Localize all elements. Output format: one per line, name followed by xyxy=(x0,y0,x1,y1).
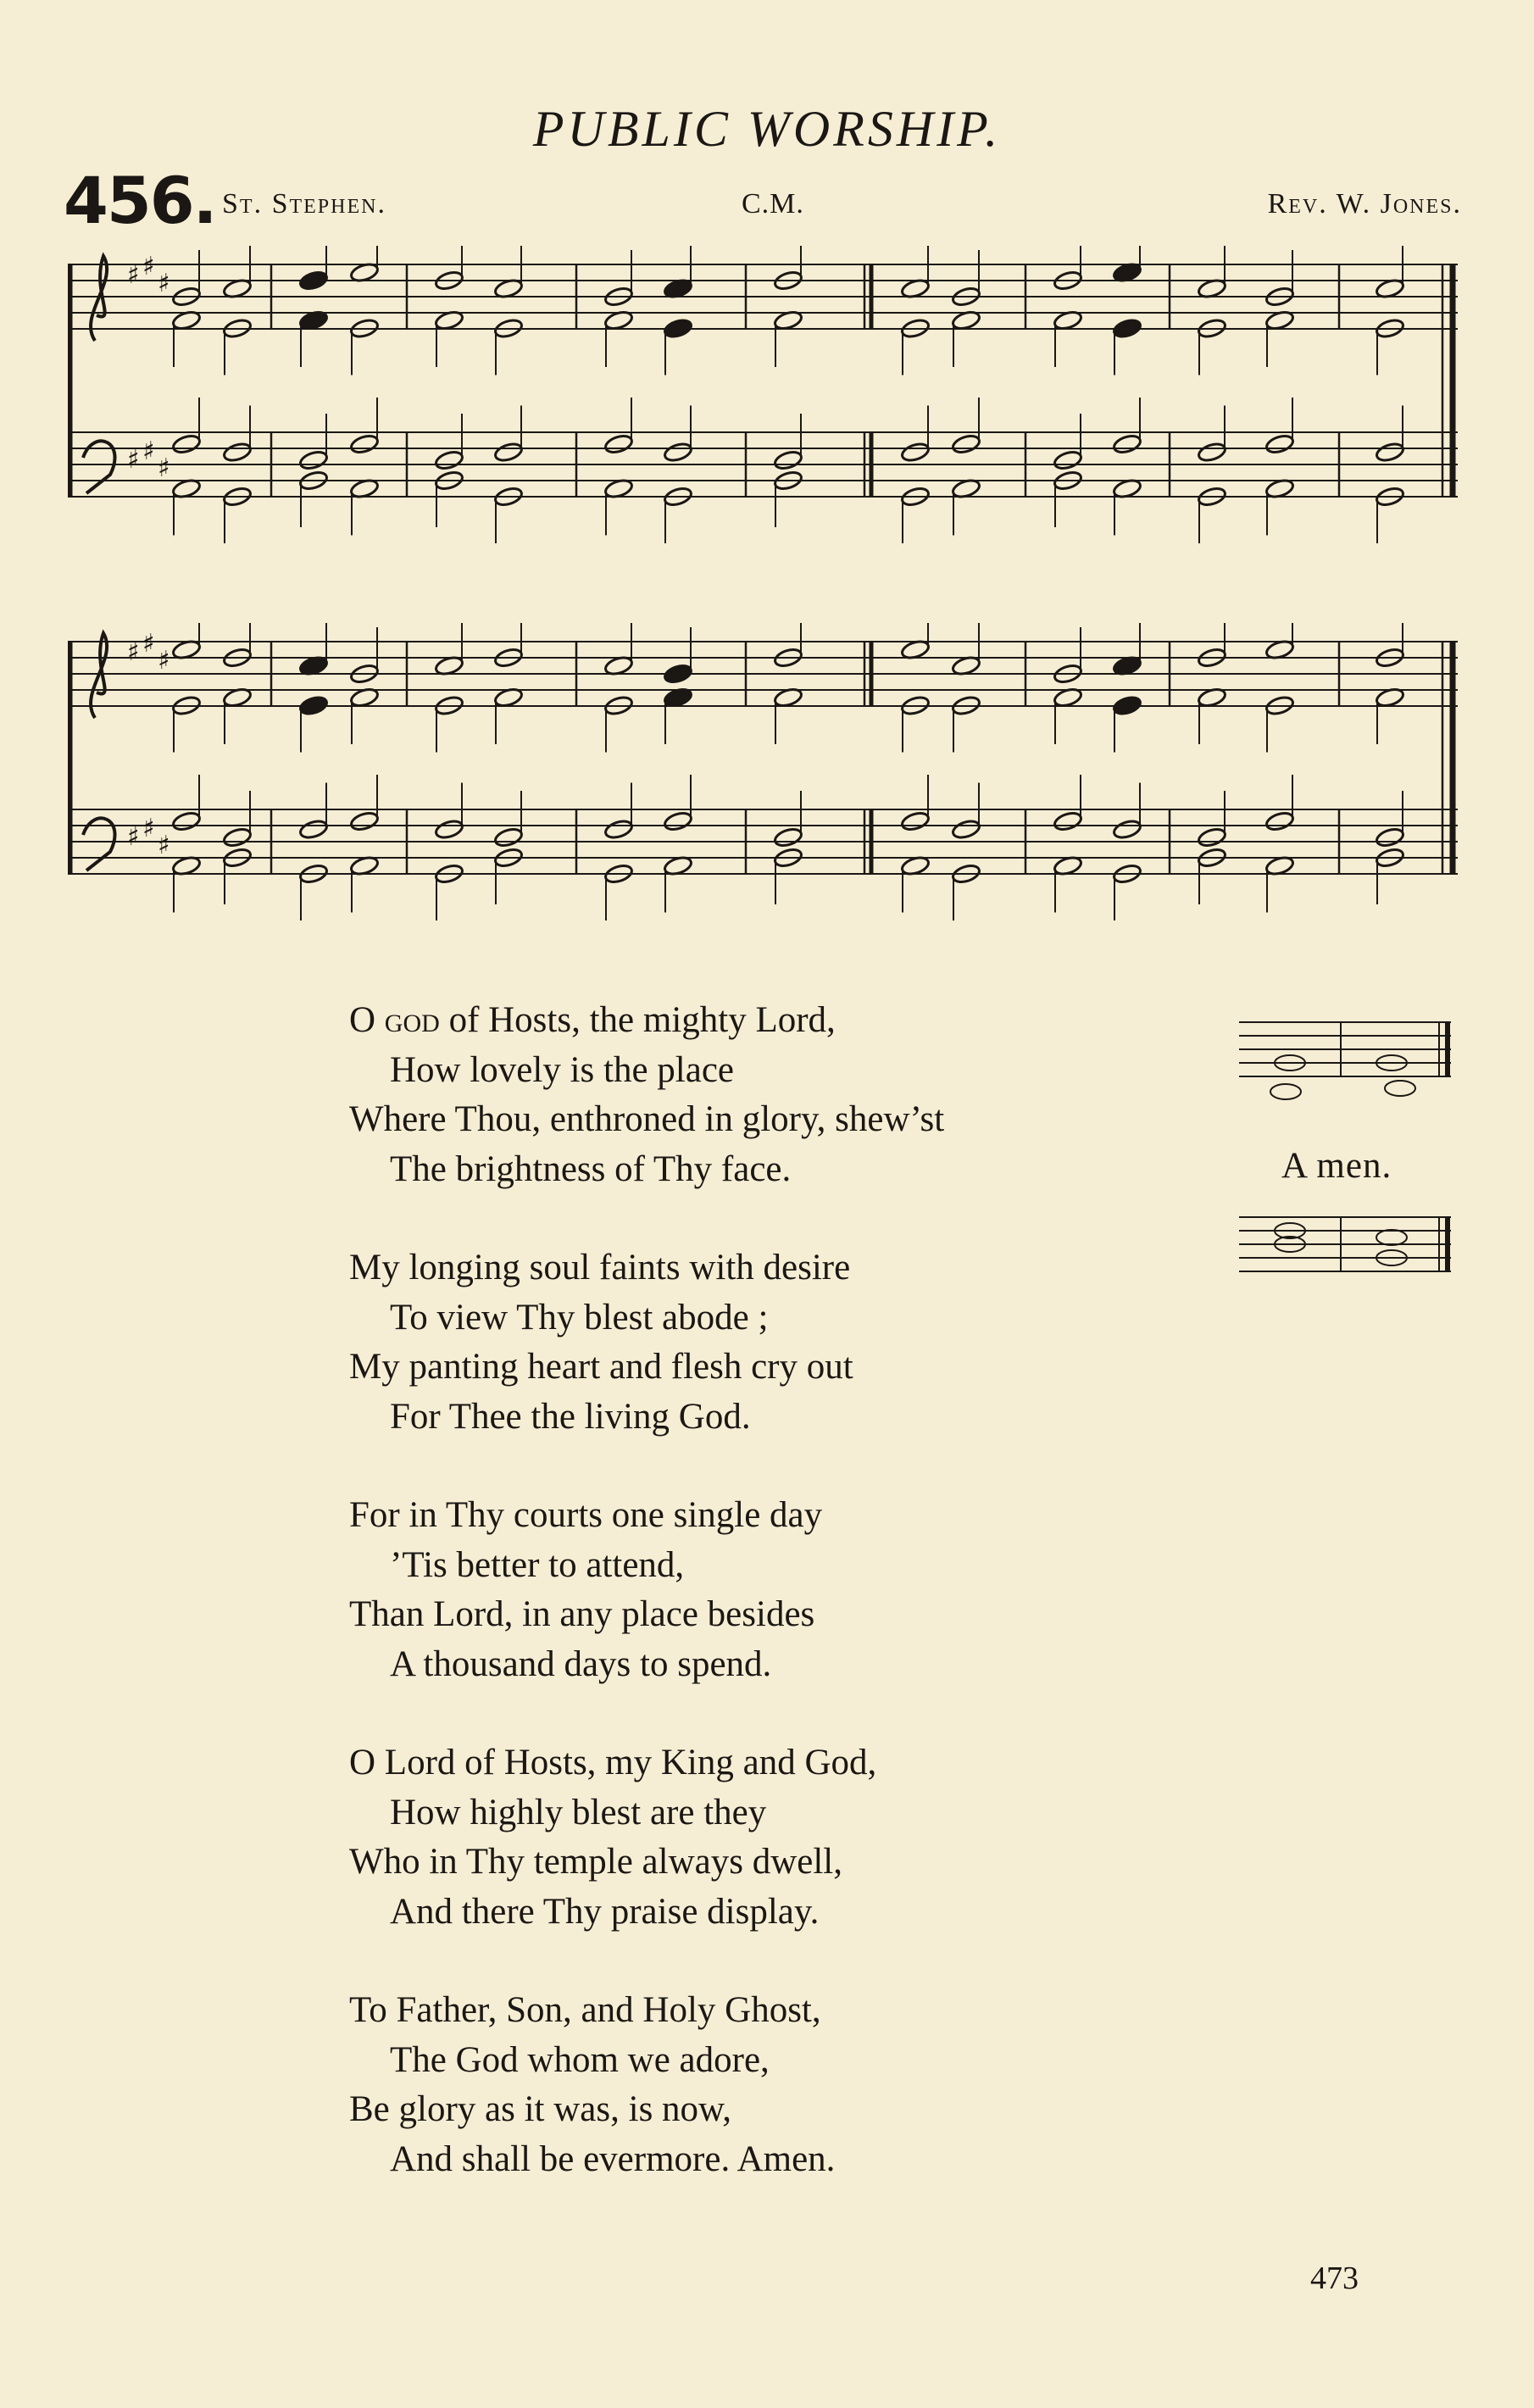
svg-text:♯: ♯ xyxy=(127,260,140,290)
stanza xyxy=(349,1738,1112,1937)
verse-line: And shall be evermore. Amen. xyxy=(390,2138,836,2179)
svg-text:♯: ♯ xyxy=(127,822,140,852)
verse-line: For Thee the living God. xyxy=(390,1396,751,1437)
verse-line: A thousand days to spend. xyxy=(390,1643,772,1684)
verse-line: To Father, Son, and Holy Ghost, xyxy=(349,1990,821,2030)
svg-text:♯: ♯ xyxy=(127,637,140,667)
verse-line: O god of Hosts, the mighty Lord, xyxy=(349,1000,836,1040)
verse-line: O Lord of Hosts, my King and God, xyxy=(349,1743,877,1782)
svg-text:♯: ♯ xyxy=(142,814,155,843)
svg-text:♯: ♯ xyxy=(142,437,155,466)
verse-line: ’Tis better to attend, xyxy=(390,1544,685,1585)
page-number: 473 xyxy=(1310,2261,1359,2296)
composer: Rev. W. Jones. xyxy=(1267,188,1462,220)
hymn-number: 456. xyxy=(64,163,216,238)
amen-label: A men. xyxy=(1281,1146,1392,1186)
verse-line: The God whom we adore, xyxy=(390,2039,770,2080)
verse-line: Than Lord, in any place besides xyxy=(349,1594,815,1634)
verse-line: The brightness of Thy face. xyxy=(390,1148,792,1189)
hymn-header xyxy=(64,163,1462,239)
hymn-text xyxy=(349,996,1112,2233)
stanza xyxy=(349,1986,1112,2184)
verse-line: Where Thou, enthroned in glory, shew’st xyxy=(349,1099,945,1139)
verse-line: For in Thy courts one single day xyxy=(349,1495,823,1535)
verse-line: And there Thy praise display. xyxy=(390,1891,820,1932)
svg-text:♯: ♯ xyxy=(142,252,155,281)
stanza xyxy=(349,1243,1112,1442)
stanza xyxy=(349,1491,1112,1689)
verse-line: My panting heart and flesh cry out xyxy=(349,1347,853,1387)
running-head: PUBLIC WORSHIP. xyxy=(532,101,1002,157)
svg-text:♯: ♯ xyxy=(158,453,170,483)
tune-name: St. Stephen. xyxy=(222,188,386,220)
music-score-2 xyxy=(68,623,1466,954)
amen-music xyxy=(1239,1014,1468,1302)
meter: C.M. xyxy=(742,188,804,220)
verse-line: How lovely is the place xyxy=(390,1049,735,1090)
svg-text:♯: ♯ xyxy=(158,646,170,676)
music-system-1 xyxy=(68,246,1466,576)
stanza xyxy=(349,996,1112,1194)
svg-text:♯: ♯ xyxy=(158,269,170,298)
verse-line: My longing soul faints with desire xyxy=(349,1248,851,1287)
verse-line: How highly blest are they xyxy=(390,1792,767,1832)
verse-line: Be glory as it was, is now, xyxy=(349,2089,732,2129)
verse-line: To view Thy blest abode ; xyxy=(390,1297,769,1337)
svg-text:♯: ♯ xyxy=(158,831,170,860)
svg-text:♯: ♯ xyxy=(127,445,140,475)
music-score-1 xyxy=(68,246,1466,576)
verse-line: Who in Thy temple always dwell, xyxy=(349,1842,842,1882)
svg-text:♯: ♯ xyxy=(142,629,155,659)
music-system-2 xyxy=(68,623,1466,954)
